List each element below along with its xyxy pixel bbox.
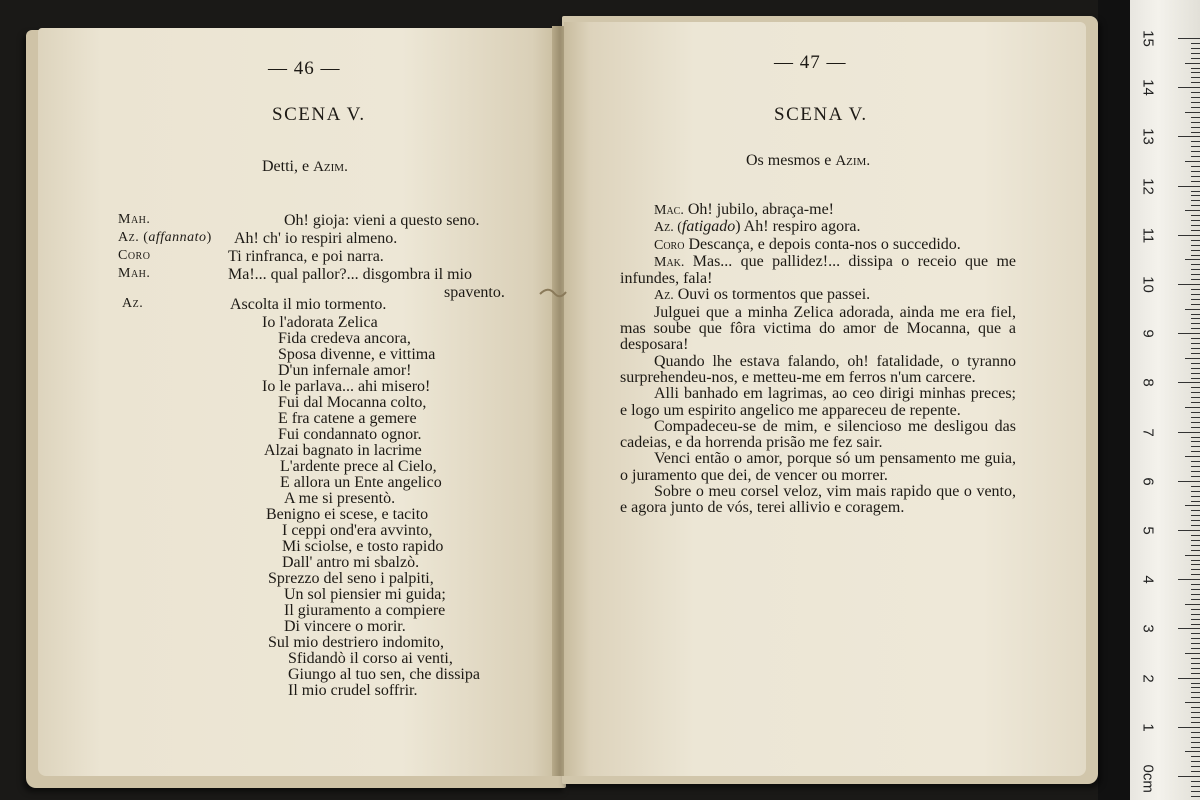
verse-line: Io le parlava... ahi misero!: [262, 378, 431, 395]
ruler-tick: [1178, 727, 1200, 728]
ruler-tick: [1191, 68, 1200, 69]
left-page: [38, 28, 558, 776]
ruler-tick: [1185, 309, 1200, 310]
ruler-tick: [1191, 141, 1200, 142]
ruler-tick: [1191, 328, 1200, 329]
ruler-tick: [1191, 269, 1200, 270]
ruler-tick: [1191, 323, 1200, 324]
ruler-tick: [1191, 609, 1200, 610]
verse-line: Il mio crudel soffrir.: [288, 682, 418, 699]
ruler-tick: [1191, 496, 1200, 497]
ruler-tick: [1191, 338, 1200, 339]
ruler-tick: [1191, 525, 1200, 526]
ruler-tick: [1185, 358, 1200, 359]
paragraph-text: Ouvi os tormentos que passei.: [673, 286, 871, 304]
subtitle-name: Azim.: [313, 159, 348, 175]
ruler-tick: [1191, 122, 1200, 123]
paragraph: [620, 237, 1016, 254]
ruler-tick: [1191, 466, 1200, 467]
ruler-tick: [1191, 387, 1200, 388]
ruler-tick: [1191, 643, 1200, 644]
paren-close: ): [206, 230, 212, 245]
ruler-label: 5: [1139, 526, 1157, 535]
ruler-tick: [1185, 112, 1200, 113]
ruler-label: 13: [1139, 128, 1157, 146]
verse-line: Il giuramento a compiere: [284, 602, 446, 619]
paragraph-text: ) Ah! respiro agora.: [735, 218, 861, 236]
ruler-tick: [1191, 82, 1200, 83]
verse-line: Ti rinfranca, e poi narra.: [228, 248, 384, 265]
speaker-mah-2: Mah.: [118, 266, 151, 281]
verse-line: Io l'adorata Zelica: [262, 314, 378, 331]
verse-line: Benigno ei scese, e tacito: [266, 506, 429, 523]
frame-edge: [1098, 0, 1130, 800]
ruler-label: 0cm: [1139, 764, 1157, 793]
ruler-tick: [1191, 348, 1200, 349]
inline-speaker: Mak.: [654, 254, 685, 270]
ruler-label: 15: [1139, 30, 1157, 47]
ruler-tick: [1178, 38, 1200, 39]
measuring-ruler: [1130, 0, 1200, 800]
ruler-tick: [1191, 427, 1200, 428]
ruler-tick: [1191, 299, 1200, 300]
verse-line: E fra catene a gemere: [278, 410, 417, 427]
ruler-tick: [1191, 584, 1200, 585]
ruler-tick: [1191, 540, 1200, 541]
verse-line: Mi sciolse, e tosto rapido: [282, 538, 444, 555]
ruler-tick: [1191, 476, 1200, 477]
ruler-tick: [1191, 397, 1200, 398]
ruler-tick: [1191, 117, 1200, 118]
verse-line: Fida credeva ancora,: [278, 330, 411, 347]
ruler-tick: [1191, 378, 1200, 379]
paragraph: [620, 219, 1016, 236]
ruler-tick: [1185, 161, 1200, 162]
ruler-tick: [1178, 87, 1200, 88]
ruler-tick: [1191, 687, 1200, 688]
ruler-tick: [1185, 751, 1200, 752]
ruler-tick: [1185, 702, 1200, 703]
ruler-tick: [1191, 560, 1200, 561]
verse-line: Ascolta il mio tormento.: [230, 296, 387, 313]
speaker-az-affannato: [118, 230, 212, 246]
ruler-tick: [1191, 461, 1200, 462]
ruler-tick: [1191, 181, 1200, 182]
paragraph: [620, 254, 1016, 288]
ruler-label: 12: [1139, 177, 1157, 195]
stage-direction: affannato: [148, 230, 207, 245]
ruler-tick: [1191, 245, 1200, 246]
ruler-tick: [1191, 624, 1200, 625]
subtitle-prefix: Os mesmos e: [746, 152, 836, 169]
verse-line: Sprezzo del seno i palpiti,: [268, 570, 434, 587]
verse-line: Ma!... qual pallor?... disgombra il mio: [228, 266, 472, 283]
paragraph: [620, 287, 1016, 304]
verse-line: Di vincere o morir.: [284, 618, 406, 635]
ruler-tick: [1191, 274, 1200, 275]
ruler-tick: [1178, 678, 1200, 679]
ruler-tick: [1185, 407, 1200, 408]
verse-line: spavento.: [444, 284, 505, 301]
verse-line: Fui dal Mocanna colto,: [278, 394, 427, 411]
speaker-az-2: Az.: [122, 296, 144, 311]
inline-speaker: Mac.: [654, 203, 684, 218]
ruler-tick: [1191, 747, 1200, 748]
ruler-tick: [1191, 314, 1200, 315]
ruler-tick: [1191, 171, 1200, 172]
verse-line: Alzai bagnato in lacrime: [264, 442, 422, 459]
ruler-tick: [1191, 569, 1200, 570]
ruler-tick: [1191, 446, 1200, 447]
ruler-tick: [1191, 422, 1200, 423]
subtitle-prefix: Detti, e: [262, 158, 314, 175]
ruler-tick: [1178, 579, 1200, 580]
ruler-tick: [1191, 722, 1200, 723]
verse-line: A me si presentò.: [284, 490, 396, 507]
speaker-az: Az. (: [118, 230, 149, 245]
ruler-tick: [1191, 215, 1200, 216]
ruler-tick: [1185, 456, 1200, 457]
ruler-tick: [1178, 235, 1200, 236]
ruler-tick: [1191, 92, 1200, 93]
ruler-label: 9: [1139, 329, 1157, 338]
ruler-tick: [1191, 471, 1200, 472]
ruler-tick: [1191, 486, 1200, 487]
subtitle-left: [262, 158, 348, 176]
ruler-tick: [1191, 717, 1200, 718]
ruler-tick: [1191, 673, 1200, 674]
stage-direction: fatigado: [681, 218, 736, 236]
ruler-tick: [1191, 761, 1200, 762]
ruler-tick: [1178, 284, 1200, 285]
verse-line: Oh! gioja: vieni a questo seno.: [284, 212, 480, 229]
ruler-tick: [1191, 697, 1200, 698]
verse-line: Sposa divenne, e vittima: [278, 346, 436, 363]
ruler-tick: [1191, 515, 1200, 516]
verse-line: Sul mio destriero indomito,: [268, 634, 444, 651]
ruler-tick: [1191, 127, 1200, 128]
ruler-tick: [1178, 186, 1200, 187]
ruler-tick: [1191, 451, 1200, 452]
ruler-tick: [1178, 136, 1200, 137]
ruler-tick: [1191, 663, 1200, 664]
verse-line: Ah! ch' io respiri almeno.: [234, 230, 398, 247]
ruler-tick: [1191, 564, 1200, 565]
ruler-tick: [1191, 107, 1200, 108]
ruler-tick: [1191, 191, 1200, 192]
ruler-tick: [1191, 72, 1200, 73]
ruler-tick: [1191, 176, 1200, 177]
ruler-label: 1: [1139, 723, 1157, 732]
verse-line: Un sol piensier mi guida;: [284, 586, 446, 603]
paragraph: Venci então o amor, porque só um pensamento me guia, o juramento que dei, de vencer ou morrer.: [620, 450, 1016, 484]
ruler-tick: [1191, 225, 1200, 226]
ruler-tick: [1191, 491, 1200, 492]
ruler-tick: [1191, 289, 1200, 290]
ruler-tick: [1191, 166, 1200, 167]
ruler-label: 7: [1139, 427, 1157, 437]
right-page: [564, 22, 1086, 776]
ruler-tick: [1191, 732, 1200, 733]
verse-line: Sfidandò il corso ai venti,: [288, 650, 453, 667]
ruler-tick: [1191, 614, 1200, 615]
ruler-tick: [1191, 151, 1200, 152]
ruler-tick: [1191, 294, 1200, 295]
ruler-tick: [1191, 343, 1200, 344]
ruler-tick: [1178, 628, 1200, 629]
ruler-tick: [1191, 668, 1200, 669]
ruler-label: 11: [1139, 227, 1157, 244]
ruler-tick: [1191, 796, 1200, 797]
ruler-tick: [1191, 363, 1200, 364]
verse-line: I ceppi ond'era avvinto,: [282, 522, 433, 539]
ruler-tick: [1191, 132, 1200, 133]
ruler-tick: [1191, 786, 1200, 787]
ruler-tick: [1178, 333, 1200, 334]
ruler-label: 14: [1139, 79, 1157, 97]
ruler-tick: [1191, 658, 1200, 659]
ruler-label: 4: [1139, 575, 1157, 584]
ruler-tick: [1185, 555, 1200, 556]
verse-line: E allora un Ente angelico: [280, 474, 442, 491]
ruler-tick: [1191, 146, 1200, 147]
ruler-tick: [1191, 648, 1200, 649]
ruler-label: 2: [1139, 673, 1157, 683]
ruler-tick: [1191, 771, 1200, 772]
ruler-tick: [1191, 619, 1200, 620]
ruler-tick: [1191, 368, 1200, 369]
paragraph-text: Mas... que pallidez!... dissipa o receio que me infundes, fala!: [620, 252, 1016, 288]
speaker-coro: Coro: [118, 248, 151, 263]
ruler-tick: [1191, 599, 1200, 600]
verse-line: Giungo al tuo sen, che dissipa: [288, 666, 480, 683]
ruler-tick: [1191, 417, 1200, 418]
ruler-tick: [1191, 766, 1200, 767]
paragraph: Quando lhe estava falando, oh! fatalidade, o tyranno surprehendeu-nos, e metteu-me em ferros n'um carcere.: [620, 352, 1016, 386]
ruler-tick: [1178, 432, 1200, 433]
ruler-tick: [1191, 742, 1200, 743]
ruler-label: 3: [1139, 624, 1157, 634]
ruler-tick: [1191, 205, 1200, 206]
ruler-tick: [1185, 210, 1200, 211]
ruler-tick: [1191, 53, 1200, 54]
ruler-tick: [1191, 594, 1200, 595]
paragraph-text: Oh! jubilo, abraça-me!: [683, 201, 834, 218]
prose-body: [620, 202, 1016, 517]
inline-speaker: Coro: [654, 237, 685, 253]
ruler-label: 6: [1139, 477, 1157, 486]
ruler-tick: [1185, 505, 1200, 506]
page-number-47: — 47 —: [774, 52, 847, 73]
ruler-tick: [1191, 633, 1200, 634]
ruler-tick: [1191, 264, 1200, 265]
ruler-tick: [1191, 240, 1200, 241]
ruler-tick: [1191, 412, 1200, 413]
ruler-tick: [1178, 382, 1200, 383]
paragraph: Compadeceu-se de mim, e silencioso me desligou das cadeias, e da horrenda prisão me fez sair.: [620, 417, 1016, 452]
ruler-tick: [1191, 589, 1200, 590]
subtitle-right: [746, 152, 870, 170]
ruler-tick: [1191, 737, 1200, 738]
ruler-tick: [1191, 520, 1200, 521]
paragraph: Alli banhado em lagrimas, ao ceo dirigi minhas preces; e logo um espirito angelico me appareceu de repente.: [620, 385, 1016, 419]
ruler-tick: [1191, 373, 1200, 374]
paragraph: Julguei que a minha Zelica adorada, ainda me era fiel, mas soube que fôra victima do amor de Mocanna, que a desposara!: [620, 303, 1016, 354]
ruler-tick: [1191, 230, 1200, 231]
ruler-label: 8: [1139, 378, 1157, 388]
ruler-tick: [1191, 791, 1200, 792]
verse-line: D'un infernale amor!: [278, 362, 412, 379]
ruler-tick: [1191, 510, 1200, 511]
ruler-tick: [1191, 102, 1200, 103]
verse-line: L'ardente prece al Cielo,: [280, 458, 437, 475]
verse-line: Dall' antro mi sbalzò.: [282, 554, 420, 571]
ruler-tick: [1185, 259, 1200, 260]
ruler-tick: [1191, 441, 1200, 442]
ruler-tick: [1191, 250, 1200, 251]
ruler-tick: [1191, 220, 1200, 221]
ruler-tick: [1178, 776, 1200, 777]
ruler-tick: [1191, 692, 1200, 693]
ruler-tick: [1191, 43, 1200, 44]
page-number-46: — 46 —: [268, 58, 341, 79]
ruler-tick: [1191, 58, 1200, 59]
speaker-mah: Mah.: [118, 212, 151, 227]
ruler-tick: [1191, 545, 1200, 546]
ruler-tick: [1191, 353, 1200, 354]
ruler-tick: [1191, 638, 1200, 639]
ruler-tick: [1191, 255, 1200, 256]
ruler-tick: [1185, 63, 1200, 64]
ruler-tick: [1191, 304, 1200, 305]
paragraph-text: Descança, e depois conta-nos o succedido.: [684, 235, 961, 253]
verse-line: Fui condannato ognor.: [278, 426, 422, 443]
ruler-tick: [1191, 402, 1200, 403]
ruler-tick: [1185, 604, 1200, 605]
ruler-tick: [1178, 481, 1200, 482]
ruler-tick: [1191, 318, 1200, 319]
ruler-tick: [1191, 48, 1200, 49]
ruler-tick: [1191, 97, 1200, 98]
ruler-tick: [1191, 712, 1200, 713]
ruler-tick: [1191, 437, 1200, 438]
ruler-tick: [1191, 156, 1200, 157]
inline-speaker: Az.: [654, 288, 674, 304]
ruler-tick: [1191, 279, 1200, 280]
paragraph: Sobre o meu corsel veloz, vim mais rapido que o vento, e agora junto de vós, terei allivio e coragem.: [620, 483, 1016, 517]
ruler-tick: [1191, 574, 1200, 575]
ruler-tick: [1191, 392, 1200, 393]
ruler-tick: [1191, 501, 1200, 502]
scene-title-right: SCENA V.: [774, 104, 868, 125]
ruler-tick: [1191, 707, 1200, 708]
ruler-tick: [1191, 535, 1200, 536]
ruler-tick: [1178, 530, 1200, 531]
ruler-tick: [1191, 756, 1200, 757]
ruler-label: 10: [1139, 276, 1157, 293]
binding-string: [538, 284, 568, 302]
subtitle-name: Azim.: [835, 153, 871, 169]
inline-speaker: Az. (: [654, 220, 682, 236]
ruler-tick: [1191, 77, 1200, 78]
ruler-tick: [1191, 195, 1200, 196]
scene-title-left: SCENA V.: [272, 104, 366, 125]
ruler-tick: [1191, 550, 1200, 551]
ruler-tick: [1191, 200, 1200, 201]
ruler-tick: [1191, 781, 1200, 782]
ruler-tick: [1185, 653, 1200, 654]
paragraph: [620, 202, 1016, 219]
ruler-tick: [1191, 683, 1200, 684]
